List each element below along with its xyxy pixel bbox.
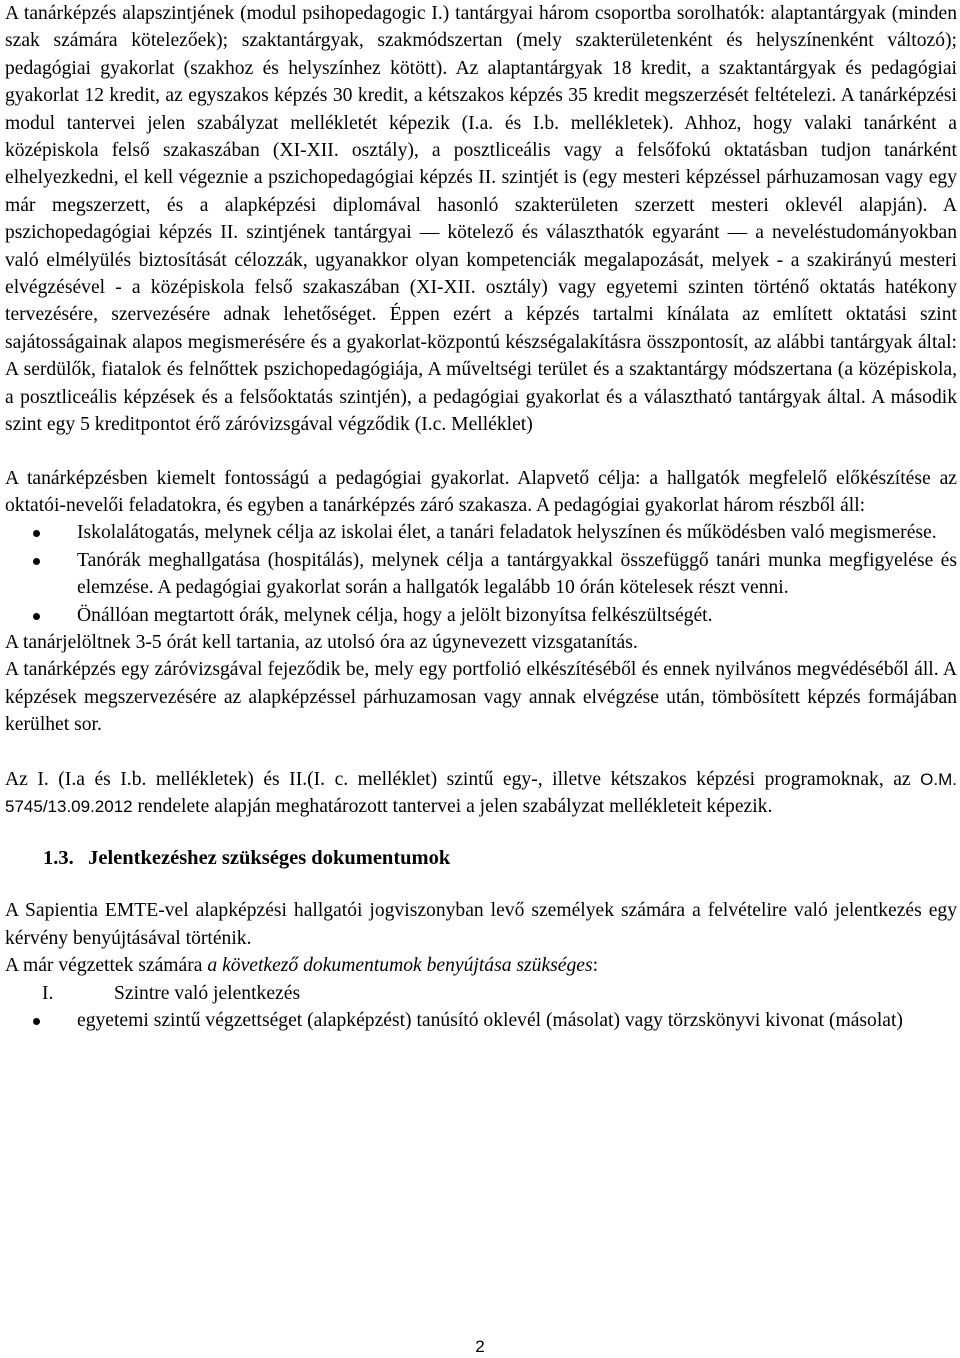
list-item <box>5 1007 957 1034</box>
list-item <box>5 519 957 546</box>
section-title: Jelentkezéshez szükséges dokumentumok <box>88 847 451 870</box>
bullet-icon <box>33 530 40 537</box>
ministerial-order-code: O.M. 5745/13.09.2012 <box>5 769 957 816</box>
list-item <box>5 547 957 602</box>
document-page <box>5 0 957 1034</box>
roman-item-text: Szintre való jelentkezés <box>114 982 301 1004</box>
list-item-text: egyetemi szintű végzettséget (alapképzést) tanúsító oklevél (másolat) vagy törzskönyvi kivonat (másolat) <box>77 1010 903 1031</box>
section-number: 1.3. <box>43 847 74 870</box>
paragraph-required-documents <box>5 952 957 979</box>
roman-list-item <box>5 980 957 1007</box>
curricula-text-end: rendelete alapján meghatározott tantervei a jelen szabályzat mellékleteit képezik. <box>132 795 773 817</box>
required-documents-emphasis: a következő dokumentumok benyújtása szükséges <box>207 955 593 977</box>
paragraph-final-exam: A tanárképzés egy záróvizsgával fejeződik be, mely egy portfolió elkészítéséből és ennek nyilvános megvédéséből áll. A képzések megszervezésére az alapképzéssel párhuzamosan vagy annak elvégzése után, tömbösített képzés formájában kerülhet sor. <box>5 659 957 736</box>
paragraph-application-current-students: A Sapientia EMTE-vel alapképzési hallgatói jogviszonyban levő személyek számára a felvételire való jelentkezés egy kérvény benyújtásával történik. <box>5 900 957 949</box>
list-item-text: Önállóan megtartott órák, melynek célja, hogy a jelölt bizonyítsa felkészültségét. <box>77 604 713 626</box>
paragraph-pedagogical-practice-intro: A tanárképzésben kiemelt fontosságú a pedagógiai gyakorlat. Alapvető célja: a hallgatók megfelelő előkészítése az oktatói-nevelői feladatokra, és egyben a tanárképzés záró szakasza. A pedagógiai gyakorlat három részből áll: <box>5 467 957 516</box>
roman-numeral: I. <box>42 982 54 1004</box>
required-documents-lead: A már végzettek számára <box>5 955 208 977</box>
paragraph-teaching-hours: A tanárjelöltnek 3-5 órát kell tartania, az utolsó óra az úgynevezett vizsgatanítás. <box>5 631 638 653</box>
required-documents-colon: : <box>592 955 599 977</box>
bullet-icon <box>33 1018 40 1025</box>
practice-parts-list <box>5 519 957 629</box>
list-item-text: Tanórák meghallgatása (hospitálás), melynek célja a tantárgyakkal összefüggő tanári munka megfigyelése és elemzése. A pedagógiai gyakorlat során a hallgatók legalább 10 órán kötelesek részt venni. <box>77 549 957 599</box>
paragraph-teacher-training-levels: A tanárképzés alapszintjének (modul psihopedagogic I.) tantárgyai három csoportba sorolhatók: alaptantárgyak (minden szak számára kötelezőek); szaktantárgyak, szakmódszertan (mely szakterületenként és helyszínenként változó); pedagógiai gyakorlat (szakhoz és helyszínhez kötött). Az alaptantárgyak 18 kredit, a szaktantárgyak és pedagógiai gyakorlat 12 kredit, az egyszakos képzés 30 kredit, a kétszakos képzés 35 kredit megszerzését feltételezi. A tanárképzési modul tantervei jelen szabályzat mellékletét képezik (I.a. és I.b. mellékletek). Ahhoz, hogy valaki tanárként a középiskola felső szakaszában (XI-XII. osztály), a posztliceális vagy a felsőfokú oktatásban tudjon tanárként elhelyezkedni, el kell végeznie a pszichopedagógiai képzés II. szintjét is (egy mesteri képzéssel párhuzamosan vagy egy már megszerzett, és a alapképzési diplomával hasonló szakterületen szerzett mesteri oklevél alapján). A pszichopedagógiai képzés II. szintjének tantárgyai ― kötelező és választhatók egyaránt ― a neveléstudományokban való elmélyülés biztosítását célozzák, ugyanakkor olyan kompetenciák megalapozását, melyek - a szakirányú mesteri elvégzésével - a középiskola felső szakaszában (XI-XII. osztály) vagy egyetemi szinten történő oktatás hatékony tervezésére, szervezésére adnak lehetőséget. Éppen ezért a képzés tartalmi kínálata az említett oktatási szint sajátosságainak alapos megismerésére és a gyakorlat-központú készségalakításra összpontosít, az alábbi tantárgyak által: A serdülők, fiatalok és felnőttek pszichopedagógiája, A műveltségi terület és a szaktantárgy módszertana (a középiskola, a posztliceális képzések és a felsőoktatás szintjén), a pedagógiai gyakorlat és a választható tantárgyak által. A második szint egy 5 kreditpontot érő záróvizsgával végződik (I.c. Melléklet) <box>5 3 957 436</box>
documents-list <box>5 1007 957 1034</box>
bullet-icon <box>33 613 40 620</box>
paragraph-curricula <box>5 766 957 821</box>
page-number: 2 <box>475 1337 485 1356</box>
curricula-text-start: Az I. (I.a és I.b. mellékletek) és II.(I. c. melléklet) szintű egy-, illetve kétszakos képzési programoknak, az <box>5 768 921 790</box>
list-item-text: Iskolalátogatás, melynek célja az iskolai élet, a tanári feladatok helyszínen és működésben való megismerése. <box>77 522 937 544</box>
section-heading <box>5 847 957 870</box>
list-item <box>5 602 957 629</box>
bullet-icon <box>33 558 40 565</box>
